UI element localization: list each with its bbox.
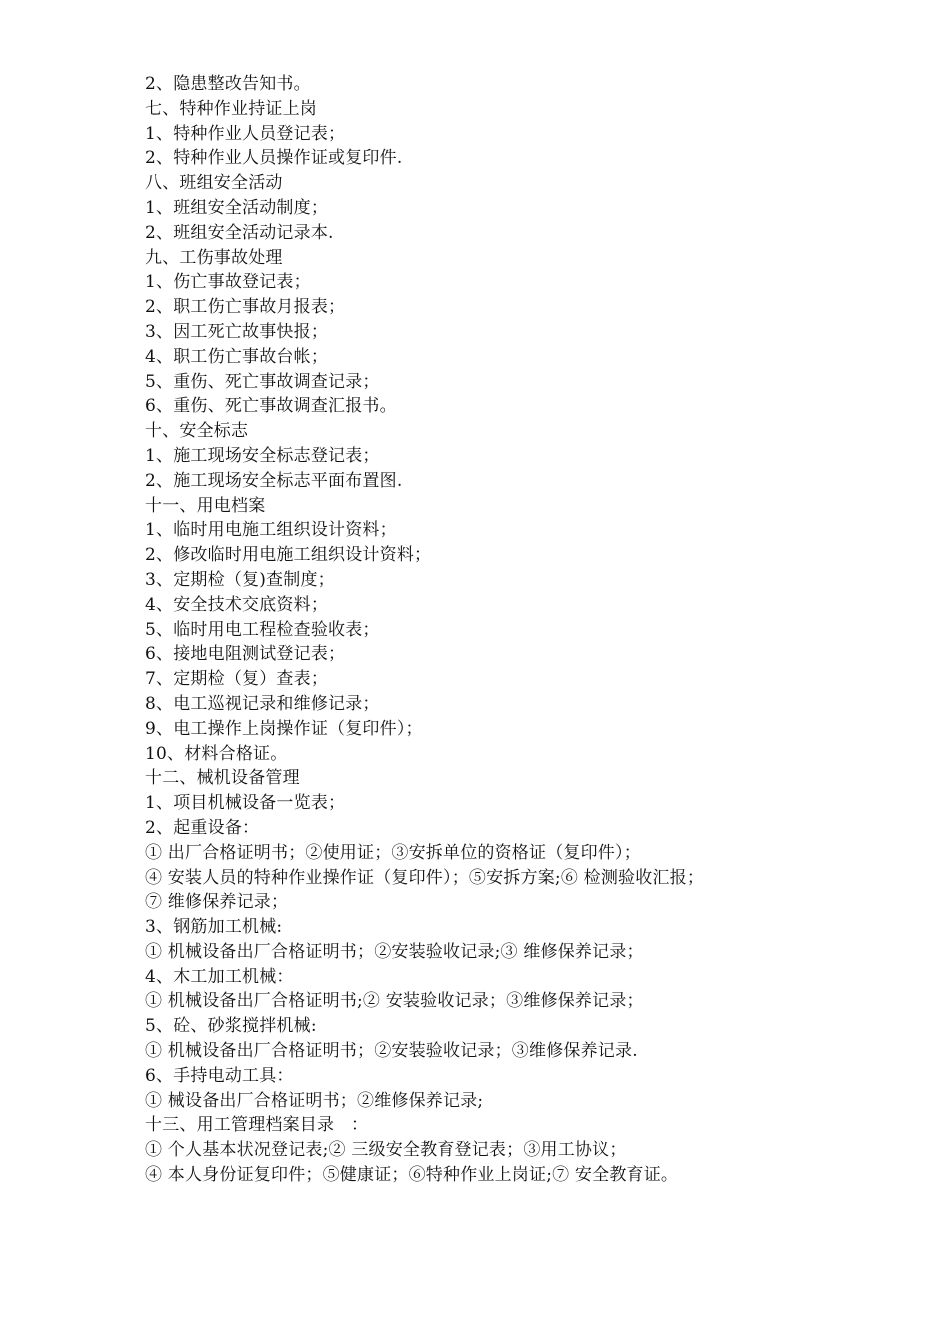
document-line: 5、临时用电工程检查验收表； — [145, 619, 380, 640]
document-line: 4、职工伤亡事故台帐； — [145, 346, 329, 367]
document-line: 4、木工加工机械： — [145, 966, 294, 987]
document-line: 6、接地电阻测试登记表； — [145, 644, 346, 665]
document-line: ① 出厂合格证明书；②使用证；③安拆单位的资格证（复印件）； — [145, 842, 641, 863]
document-line: 十一、用电档案 — [145, 495, 266, 516]
document-line: 2、职工伤亡事故月报表； — [145, 297, 346, 318]
document-line: 十、安全标志 — [145, 421, 249, 442]
document-line: 2、隐患整改告知书。 — [145, 74, 311, 94]
document-line: 6、手持电动工具： — [145, 1065, 294, 1086]
document-line: ④ 安装人员的特种作业操作证（复印件）；⑤安拆方案;⑥ 检测验收汇报； — [145, 867, 705, 888]
document-line: 10、材料合格证。 — [145, 743, 288, 764]
document-line: 3、因工死亡故事快报； — [145, 321, 329, 342]
document-line: 2、修改临时用电施工组织设计资料； — [145, 545, 432, 566]
document-line: 1、特种作业人员登记表； — [145, 123, 346, 144]
document-line: ① 个人基本状况登记表;② 三级安全教育登记表；③用工协议； — [145, 1140, 627, 1161]
document-line: ① 机械设备出厂合格证明书；②安装验收记录;③ 维修保养记录； — [145, 941, 644, 962]
document-line: ① 械设备出厂合格证明书；②维修保养记录; — [145, 1090, 484, 1111]
document-line: 七、特种作业持证上岗 — [145, 98, 317, 119]
document-line: ① 机械设备出厂合格证明书；②安装验收记录；③维修保养记录. — [145, 1041, 638, 1062]
document-line: 4、安全技术交底资料； — [145, 594, 329, 615]
document-line: 8、电工巡视记录和维修记录； — [145, 693, 380, 714]
document-line: 九、工伤事故处理 — [145, 247, 283, 268]
document-line: 十二、械机设备管理 — [145, 768, 300, 789]
document-line: 5、重伤、死亡事故调查记录； — [145, 371, 380, 392]
document-line: 2、特种作业人员操作证或复印件. — [145, 148, 403, 169]
document-line: 2、班组安全活动记录本. — [145, 222, 334, 243]
document-line: 2、起重设备： — [145, 817, 260, 838]
document-line: 1、临时用电施工组织设计资料； — [145, 520, 397, 541]
document-line: 八、班组安全活动 — [145, 173, 283, 194]
document-line: 6、重伤、死亡事故调查汇报书。 — [145, 396, 397, 417]
document-line: 5、砼、砂浆搅拌机械: — [145, 1016, 317, 1037]
document-line: 十三、用工管理档案目录 ： — [145, 1115, 369, 1136]
document-line: 2、施工现场安全标志平面布置图. — [145, 470, 403, 491]
document-line: 7、定期检（复）查表； — [145, 669, 329, 690]
document-page — [145, 72, 905, 1188]
document-line: 1、项目机械设备一览表； — [145, 793, 346, 814]
document-line: ⑦ 维修保养记录； — [145, 892, 289, 913]
document-line: ④ 本人身份证复印件；⑤健康证；⑥特种作业上岗证;⑦ 安全教育证。 — [145, 1165, 679, 1186]
document-line: 3、定期检（复)查制度； — [145, 569, 335, 590]
document-line: 1、伤亡事故登记表； — [145, 272, 311, 293]
document-line: 1、施工现场安全标志登记表； — [145, 445, 380, 466]
document-line: 1、班组安全活动制度； — [145, 197, 329, 218]
document-line: 3、钢筋加工机械: — [145, 917, 283, 938]
document-line: ① 机械设备出厂合格证明书;② 安装验收记录；③维修保养记录； — [145, 991, 644, 1012]
document-line: 9、电工操作上岗操作证（复印件）； — [145, 718, 423, 739]
